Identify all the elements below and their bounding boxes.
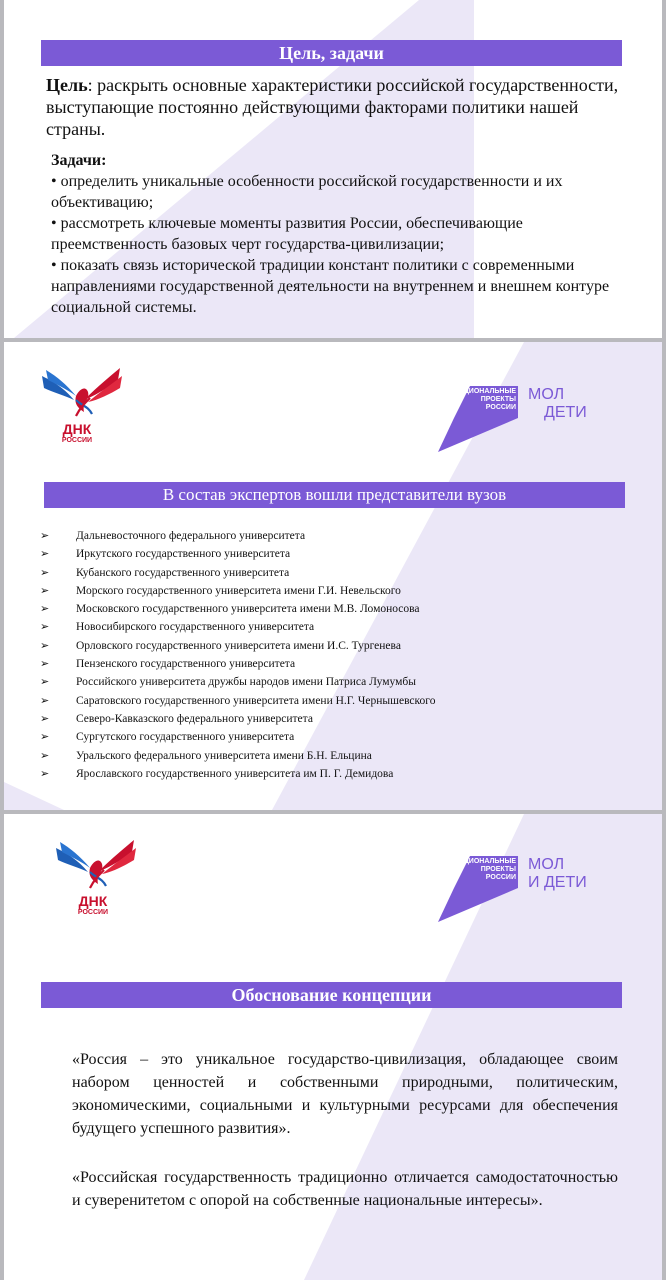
arrow-bullet-icon: ➢ — [40, 638, 50, 652]
quote-paragraph: «Россия – это уникальное государство-цивилизация, обладающее своим набором ценностей и собственными природными, политическим, экономическими, социальными и культурными ресурсами для обеспечения будущего успешного развития». — [72, 1051, 618, 1137]
national-projects-label — [450, 388, 516, 412]
quote-paragraph: «Российская государственность традиционно отличается самодостаточностью и суверенитетом с опорой на собственные национальные интересы». — [72, 1169, 618, 1209]
list-item: ➢ Московского государственного университета имени М.В. Ломоносова — [40, 600, 640, 618]
np-line3: РОССИИ — [485, 404, 516, 411]
arrow-bullet-icon: ➢ — [40, 693, 50, 707]
slide-title: Обоснование концепции — [231, 985, 432, 1005]
arrow-bullet-icon: ➢ — [40, 547, 50, 561]
mol-line2: И ДЕТИ — [528, 874, 587, 891]
eagle-dna-logo-icon — [52, 838, 138, 896]
list-item: ➢ Саратовского государственного университета имени Н.Г. Чернышевского — [40, 692, 640, 710]
dnk-logo-line1: ДНК — [78, 893, 108, 909]
mol-deti-logo — [528, 856, 587, 892]
dnk-logo-line1: ДНК — [62, 421, 92, 437]
arrow-bullet-icon: ➢ — [40, 620, 50, 634]
national-projects-label — [450, 858, 516, 882]
slide-title: В состав экспертов вошли представители вузов — [162, 485, 507, 504]
slide-goals-tasks — [4, 0, 662, 338]
arrow-bullet-icon: ➢ — [40, 748, 50, 762]
arrow-bullet-icon: ➢ — [40, 602, 50, 616]
arrow-bullet-icon: ➢ — [40, 565, 50, 579]
arrow-bullet-icon: ➢ — [40, 583, 50, 597]
list-item: ➢ Иркутского государственного университета — [40, 545, 640, 563]
np-line1: НАЦИОНАЛЬНЫЕ — [453, 388, 516, 395]
list-item: ➢ Новосибирского государственного университета — [40, 618, 640, 636]
eagle-dna-logo-icon — [38, 366, 124, 424]
tasks-label: Задачи: — [51, 152, 107, 169]
task-item: • показать связь исторической традиции констант политики с современными направлениями государственной деятельности на внутреннем и внешнем контуре социальной системы. — [51, 257, 610, 316]
list-item: ➢ Уральского федерального университета имени Б.Н. Ельцина — [40, 747, 640, 765]
goal-text: : раскрыть основные характеристики российской государственности, выступающие постоянно действующими факторами политики нашей страны. — [46, 75, 619, 139]
slide-concept-rationale — [4, 814, 662, 1280]
list-item: ➢ Северо-Кавказского федерального университета — [40, 710, 640, 728]
tasks-block — [51, 150, 641, 318]
arrow-bullet-icon: ➢ — [40, 766, 50, 780]
dnk-logo-line2: РОССИИ — [77, 909, 109, 916]
dnk-logo-text — [58, 894, 128, 916]
universities-list — [40, 527, 640, 783]
task-item: • определить уникальные особенности российской государственности и их объективацию; — [51, 173, 563, 211]
arrow-bullet-icon: ➢ — [40, 730, 50, 744]
dnk-logo-line2: РОССИИ — [61, 437, 93, 444]
slide-title-bar — [44, 482, 625, 508]
goal-label: Цель — [46, 75, 88, 95]
list-item: ➢ Дальневосточного федерального университета — [40, 527, 640, 545]
arrow-bullet-icon: ➢ — [40, 675, 50, 689]
arrow-bullet-icon: ➢ — [40, 711, 50, 725]
mol-deti-logo — [528, 386, 587, 422]
mol-line1: МОЛ — [528, 386, 565, 403]
dnk-logo-text — [42, 422, 112, 444]
mol-line2: ДЕТИ — [544, 404, 587, 421]
arrow-bullet-icon: ➢ — [40, 657, 50, 671]
goal-paragraph — [46, 74, 626, 140]
slide-title-bar — [41, 40, 622, 66]
np-line2: ПРОЕКТЫ — [480, 866, 516, 873]
mol-line1: МОЛ — [528, 856, 565, 873]
list-item: ➢ Пензенского государственного университета — [40, 655, 640, 673]
list-item: ➢ Сургутского государственного университета — [40, 728, 640, 746]
np-line3: РОССИИ — [485, 874, 516, 881]
list-item: ➢ Орловского государственного университета имени И.С. Тургенева — [40, 637, 640, 655]
slide-title-bar — [41, 982, 622, 1008]
slide-title: Цель, задачи — [279, 43, 384, 63]
np-line2: ПРОЕКТЫ — [480, 396, 516, 403]
np-line1: НАЦИОНАЛЬНЫЕ — [453, 858, 516, 865]
list-item: ➢ Российского университета дружбы народов имени Патриса Лумумбы — [40, 673, 640, 691]
list-item: ➢ Морского государственного университета имени Г.И. Невельского — [40, 582, 640, 600]
list-item: ➢ Ярославского государственного университета им П. Г. Демидова — [40, 765, 640, 783]
task-item: • рассмотреть ключевые моменты развития России, обеспечивающие преемственность базовых черт государства-цивилизации; — [51, 215, 523, 253]
arrow-bullet-icon: ➢ — [40, 529, 50, 542]
list-item: ➢ Кубанского государственного университета — [40, 564, 640, 582]
